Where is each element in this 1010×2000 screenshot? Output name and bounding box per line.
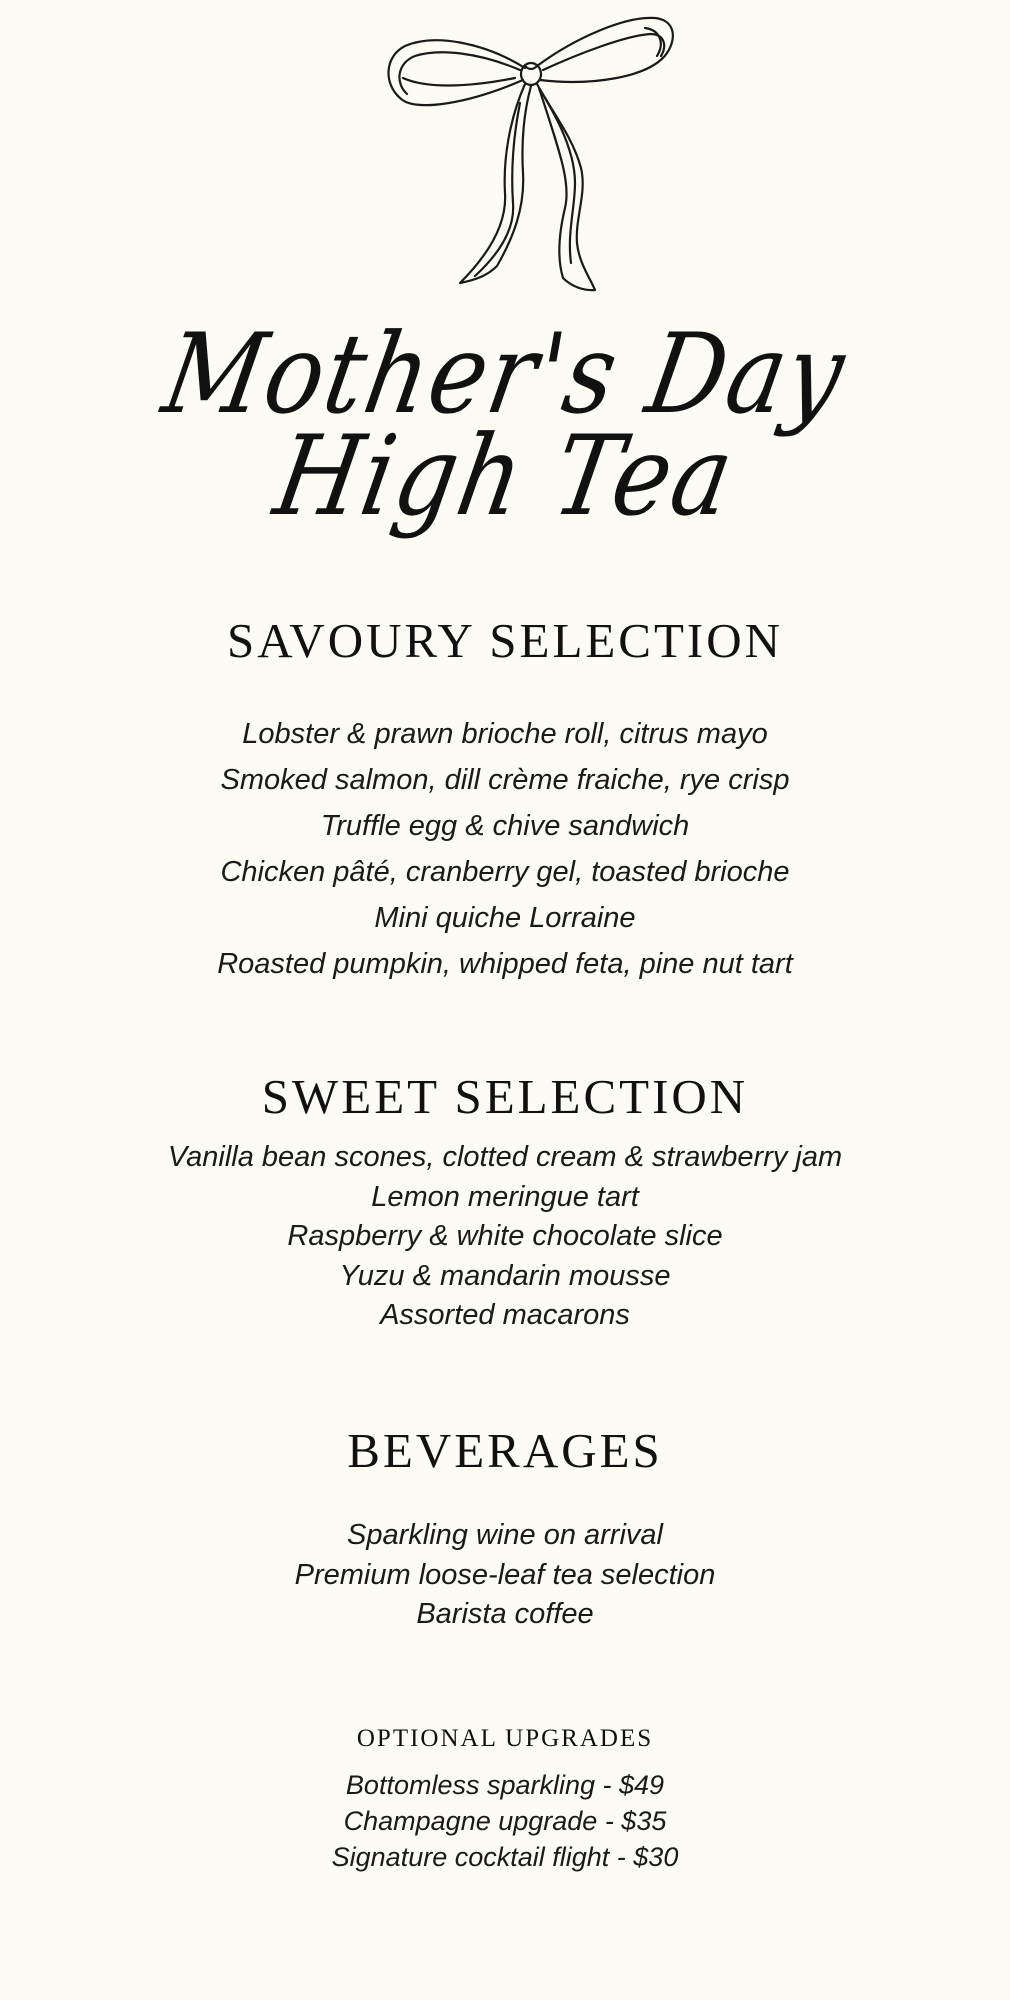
- list-item: Bottomless sparkling - $49: [345, 1770, 665, 1800]
- list-item: Barista coffee: [416, 1598, 594, 1630]
- list-item: Signature cocktail flight - $30: [331, 1842, 679, 1872]
- list-item: Chicken pâté, cranberry gel, toasted brioche: [220, 856, 790, 888]
- list-item: Yuzu & mandarin mousse: [339, 1259, 671, 1292]
- list-item: Truffle egg & chive sandwich: [320, 810, 690, 842]
- list-item: Sparkling wine on arrival: [347, 1519, 663, 1551]
- savoury-heading: SAVOURY SELECTION: [226, 613, 784, 668]
- list-item: Smoked salmon, dill crème fraiche, rye crisp: [220, 764, 790, 796]
- beverages-heading: BEVERAGES: [347, 1423, 663, 1478]
- list-item: Roasted pumpkin, whipped feta, pine nut tart: [217, 948, 793, 980]
- list-item: Raspberry & white chocolate slice: [287, 1220, 723, 1252]
- title-line-2: High Tea: [266, 411, 744, 541]
- list-item: Assorted macarons: [380, 1299, 630, 1331]
- upgrades-heading: OPTIONAL UPGRADES: [356, 1725, 654, 1752]
- sweet-heading: SWEET SELECTION: [261, 1069, 749, 1124]
- upgrades-list: [0, 1767, 1010, 1875]
- savoury-list: [0, 711, 1010, 987]
- list-item: Premium loose-leaf tea selection: [294, 1558, 716, 1591]
- sweet-list: [0, 1138, 1010, 1336]
- list-item: Lemon meringue tart: [371, 1180, 639, 1213]
- list-item: Champagne upgrade - $35: [343, 1806, 667, 1836]
- list-item: Vanilla bean scones, clotted cream & strawberry jam: [167, 1141, 843, 1173]
- title-line-1: Mother's Day: [154, 309, 856, 439]
- beverages-list: [0, 1516, 1010, 1635]
- list-item: Lobster & prawn brioche roll, citrus mayo: [242, 718, 768, 750]
- list-item: Mini quiche Lorraine: [374, 902, 636, 934]
- ribbon-bow-icon: [375, 8, 685, 304]
